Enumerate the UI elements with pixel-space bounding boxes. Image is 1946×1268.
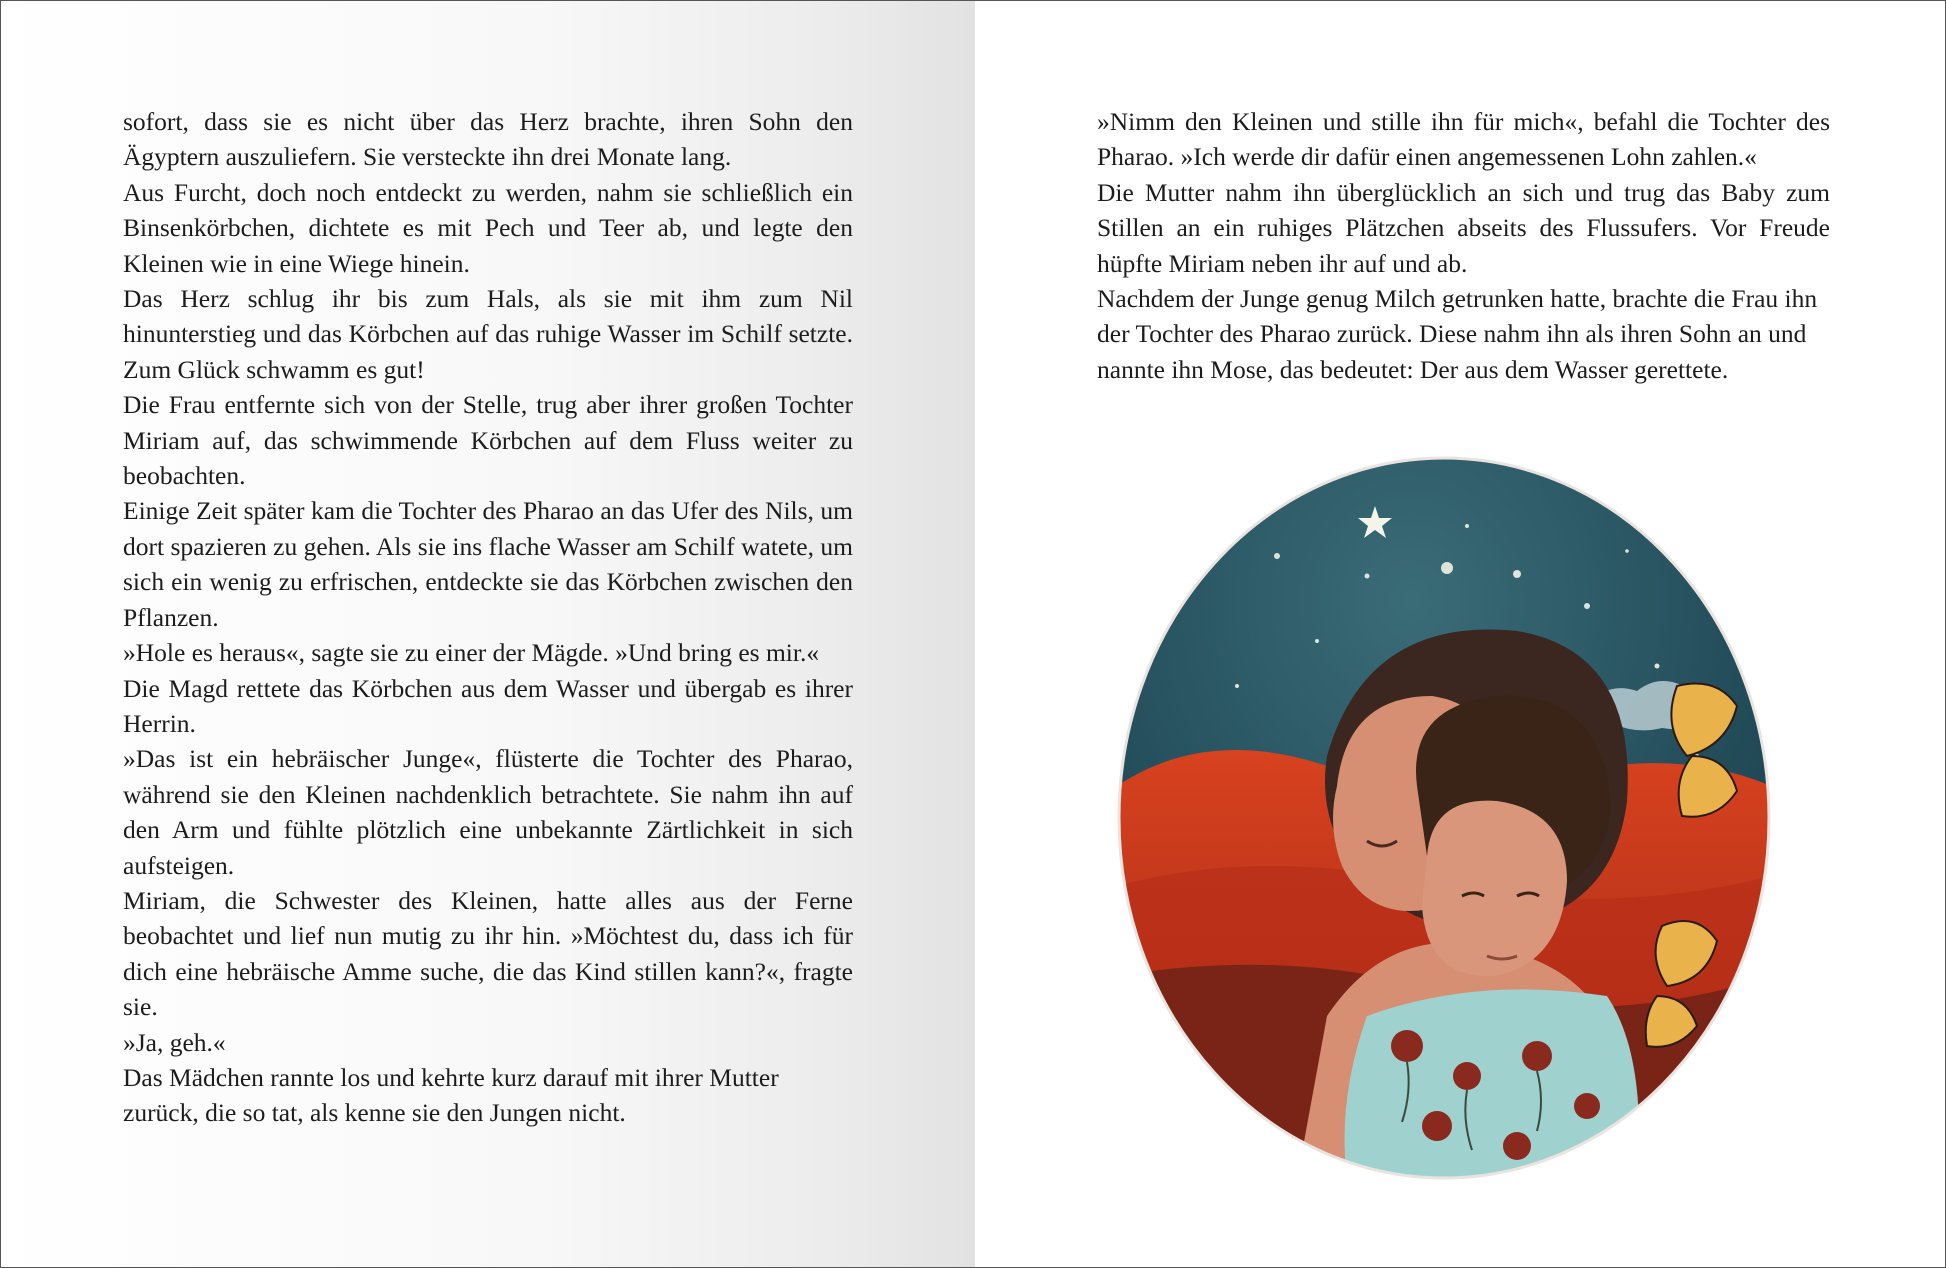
- paragraph: Die Magd rettete das Körbchen aus dem Wasser und übergab es ihrer Herrin.: [123, 673, 853, 738]
- mother-and-child-illustration: [1117, 456, 1771, 1180]
- paragraph: »Das ist ein hebräischer Junge«, flüsterte die Tochter des Pharao, während sie den Kleinen nachdenklich betrachtete. Sie nahm ihn auf den Arm und fühlte plötzlich eine unbekannte Zärtlichkeit in sich aufsteigen.: [123, 744, 853, 880]
- paragraph: »Nimm den Kleinen und stille ihn für mich«, befahl die Tochter des Pharao. »Ich werde dir dafür einen angemessenen Lohn zahlen.«: [1097, 107, 1830, 172]
- paragraph: Einige Zeit später kam die Tochter des Pharao an das Ufer des Nils, um dort spazieren zu gehen. Als sie ins flache Wasser am Schilf watete, um sich ein wenig zu erfrischen, entdeckte sie das Körbchen zwischen den Pflanzen.: [123, 496, 853, 632]
- paragraph: Nachdem der Junge genug Milch getrunken hatte, brachte die Frau ihn der Tochter des Pharao zurück. Diese nahm ihn als ihren Sohn an und nannte ihn Mose, das bedeutet: Der aus dem Wasser gerettete.: [1097, 284, 1818, 384]
- paragraph: »Ja, geh.«: [123, 1027, 226, 1057]
- paragraph: sofort, dass sie es nicht über das Herz brachte, ihren Sohn den Ägyptern auszuliefern. Sie versteckte ihn drei Monate lang.: [123, 107, 853, 172]
- paragraph: Das Herz schlug ihr bis zum Hals, als sie mit ihm zum Nil hinunterstieg und das Körbchen auf das ruhige Wasser im Schilf setzte. Zum Glück schwamm es gut!: [123, 284, 853, 384]
- paragraph: Das Mädchen rannte los und kehrte kurz darauf mit ihrer Mutter zurück, die so tat, als kenne sie den Jungen nicht.: [123, 1062, 779, 1128]
- left-page-text: [123, 104, 853, 1131]
- paragraph: Miriam, die Schwester des Kleinen, hatte alles aus der Ferne beobachtet und lief nun mutig zu ihr hin. »Möchtest du, dass ich für dich eine hebräische Amme suche, die das Kind stillen kann?«, fragte sie.: [123, 885, 853, 1022]
- paragraph: Aus Furcht, doch noch entdeckt zu werden, nahm sie schließlich ein Binsenkörbchen, dichtete es mit Pech und Teer ab, und legte den Kleinen wie in eine Wiege hinein.: [123, 177, 853, 278]
- paragraph: »Hole es heraus«, sagte sie zu einer der Mägde. »Und bring es mir.«: [123, 638, 820, 668]
- paragraph: Die Mutter nahm ihn überglücklich an sich und trug das Baby zum Stillen an ein ruhiges Plätzchen abseits des Flussufers. Vor Freude hüpfte Miriam neben ihr auf und ab.: [1097, 177, 1830, 278]
- right-page-text: [1097, 104, 1830, 387]
- right-page: [975, 1, 1945, 1267]
- paragraph: Die Frau entfernte sich von der Stelle, trug aber ihrer großen Tochter Miriam auf, das schwimmende Körbchen auf dem Fluss weiter zu beobachten.: [123, 390, 853, 491]
- left-page: [1, 1, 975, 1267]
